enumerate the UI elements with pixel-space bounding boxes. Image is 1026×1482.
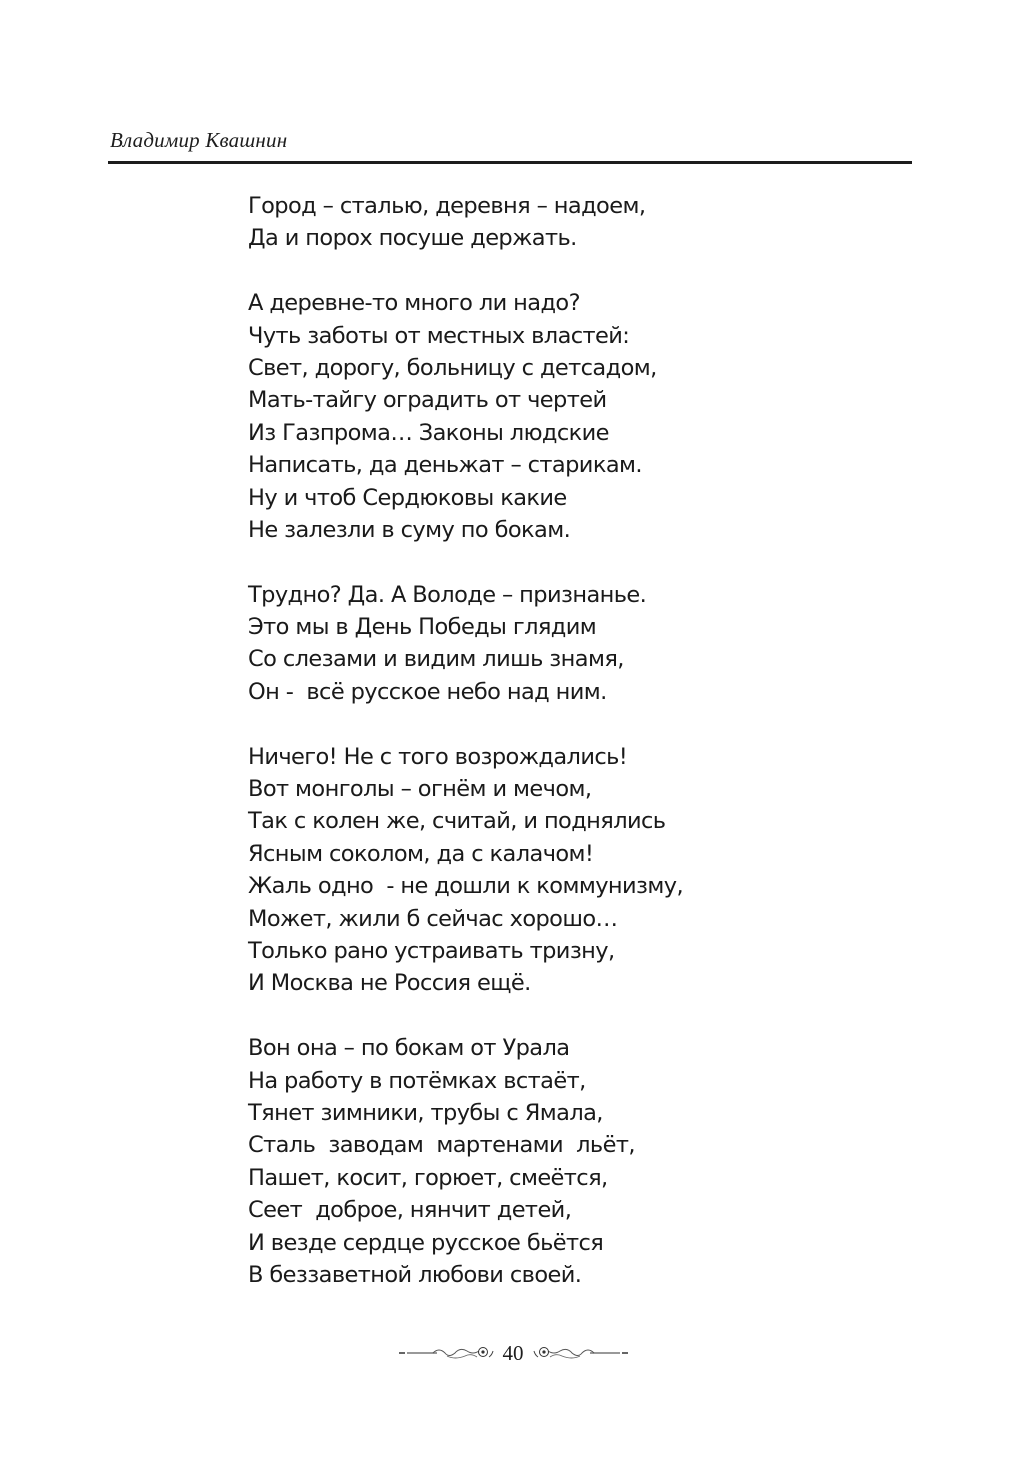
floral-ornament-left-icon: [397, 1343, 497, 1363]
poem-line: Он - всё русское небо над ним.: [248, 678, 607, 705]
poem-line: Ничего! Не с того возрождались!: [248, 743, 628, 770]
poem-line: Жаль одно - не дошли к коммунизму,: [248, 873, 684, 900]
poem-line: Вот монголы – огнём и мечом,: [248, 776, 592, 803]
poem-line: И Москва не Россия ещё.: [248, 970, 531, 997]
poem-line: И везде сердце русское бьётся: [248, 1229, 604, 1256]
poem-line: Так с колен же, считай, и поднялись: [248, 808, 666, 835]
poem-line: Написать, да деньжат – старикам.: [248, 452, 642, 479]
stanza-2: [248, 287, 683, 546]
page-number: 40: [502, 1340, 524, 1365]
poem-line: Вон она – по бокам от Урала: [248, 1035, 570, 1062]
stanza-5: [248, 1032, 683, 1291]
poem-line: Мать-тайгу оградить от чертей: [248, 387, 607, 414]
page-footer: [0, 1338, 1026, 1368]
stanza-1: [248, 190, 683, 255]
poem-line: Это мы в День Победы глядим: [248, 614, 597, 641]
poem-line: В беззаветной любови своей.: [248, 1261, 582, 1288]
poem-line: Только рано устраивать тризну,: [248, 937, 615, 964]
header-rule: [108, 161, 912, 164]
poem-line: Чуть заботы от местных властей:: [248, 322, 630, 349]
poem-line: Ну и чтоб Сердюковы какие: [248, 484, 567, 511]
poem-line: Со слезами и видим лишь знамя,: [248, 646, 624, 673]
poem-line: Трудно? Да. А Володе – признанье.: [248, 581, 647, 608]
poem-line: Сталь заводам мартенами льёт,: [248, 1132, 635, 1159]
poem-line: Город – сталью, деревня – надоем,: [248, 193, 646, 219]
poem-line: Да и порох посуше держать.: [248, 225, 577, 252]
poem-line: Сеет доброе, нянчит детей,: [248, 1197, 572, 1224]
poem-line: Свет, дорогу, больницу с детсадом,: [248, 354, 657, 381]
floral-ornament-right-icon: [530, 1343, 630, 1363]
poem-line: Пашет, косит, горюет, смеётся,: [248, 1164, 608, 1191]
poem-line: Тянет зимники, трубы с Ямала,: [248, 1099, 603, 1126]
poem-line: А деревне-то много ли надо?: [248, 290, 580, 317]
poem-line: Из Газпрома… Законы людские: [248, 419, 609, 446]
poem-body: [248, 190, 683, 1324]
stanza-3: [248, 579, 683, 709]
running-header-author: Владимир Квашнин: [110, 128, 288, 152]
stanza-4: [248, 741, 683, 1000]
poem-line: На работу в потёмках встаёт,: [248, 1067, 586, 1094]
poem-line: Ясным соколом, да с калачом!: [248, 840, 594, 867]
poem-line: Не залезли в суму по бокам.: [248, 516, 571, 543]
poem-line: Может, жили б сейчас хорошо…: [248, 905, 618, 932]
